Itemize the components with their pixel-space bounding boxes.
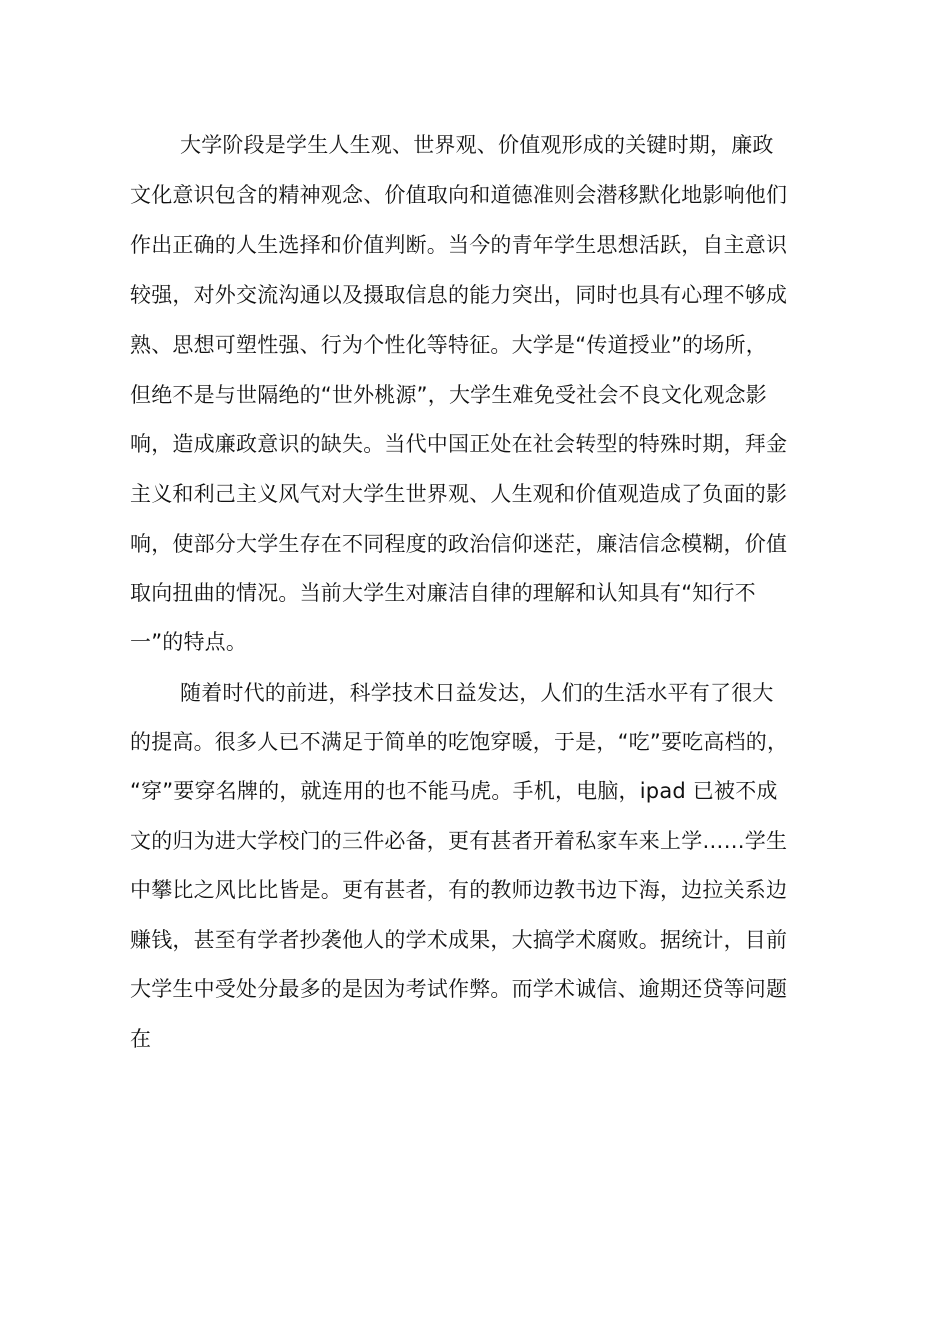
paragraph-line: 大学阶段是学生人生观、世界观、价值观形成的关键时期，廉政 xyxy=(180,133,774,157)
paragraph-line: 较强，对外交流沟通以及摄取信息的能力突出，同时也具有心理不够成 xyxy=(130,283,788,307)
paragraph-line: 响，造成廉政意识的缺失。当代中国正处在社会转型的特殊时期，拜金 xyxy=(130,432,788,456)
paragraph-line: 一”的特点。 xyxy=(130,630,248,654)
paragraph-line: 熟、思想可塑性强、行为个性化等特征。大学是“传道授业”的场所， xyxy=(130,333,767,357)
paragraph-line: 文的归为进大学校门的三件必备，更有甚者开着私家车来上学……学生 xyxy=(130,829,788,853)
paragraph-line: 作出正确的人生选择和价值判断。当今的青年学生思想活跃，自主意识 xyxy=(130,233,788,257)
paragraph-line: 赚钱，甚至有学者抄袭他人的学术成果，大搞学术腐败。据统计，目前 xyxy=(130,928,788,952)
paragraph-line: “穿”要穿名牌的，就连用的也不能马虎。手机，电脑，ipad 已被不成 xyxy=(130,779,778,803)
paragraph-line: 随着时代的前进，科学技术日益发达，人们的生活水平有了很大 xyxy=(180,681,774,705)
paragraph-line: 文化意识包含的精神观念、价值取向和道德准则会潜移默化地影响他们 xyxy=(130,183,788,207)
paragraph-line: 但绝不是与世隔绝的“世外桃源”，大学生难免受社会不良文化观念影 xyxy=(130,383,767,407)
paragraph-line: 主义和利己主义风气对大学生世界观、人生观和价值观造成了负面的影 xyxy=(130,482,788,506)
paragraph-line: 响，使部分大学生存在不同程度的政治信仰迷茫，廉洁信念模糊，价值 xyxy=(130,532,788,556)
paragraph-line: 的提高。很多人已不满足于简单的吃饱穿暖，于是，“吃”要吃高档的， xyxy=(130,730,789,754)
paragraph-line: 大学生中受处分最多的是因为考试作弊。而学术诚信、逾期还贷等问题 xyxy=(130,977,788,1001)
paragraph-line: 中攀比之风比比皆是。更有甚者，有的教师边教书边下海，边拉关系边 xyxy=(130,878,788,902)
paragraph-line: 取向扭曲的情况。当前大学生对廉洁自律的理解和认知具有“知行不 xyxy=(130,581,756,605)
paragraph-line: 在 xyxy=(130,1027,152,1051)
